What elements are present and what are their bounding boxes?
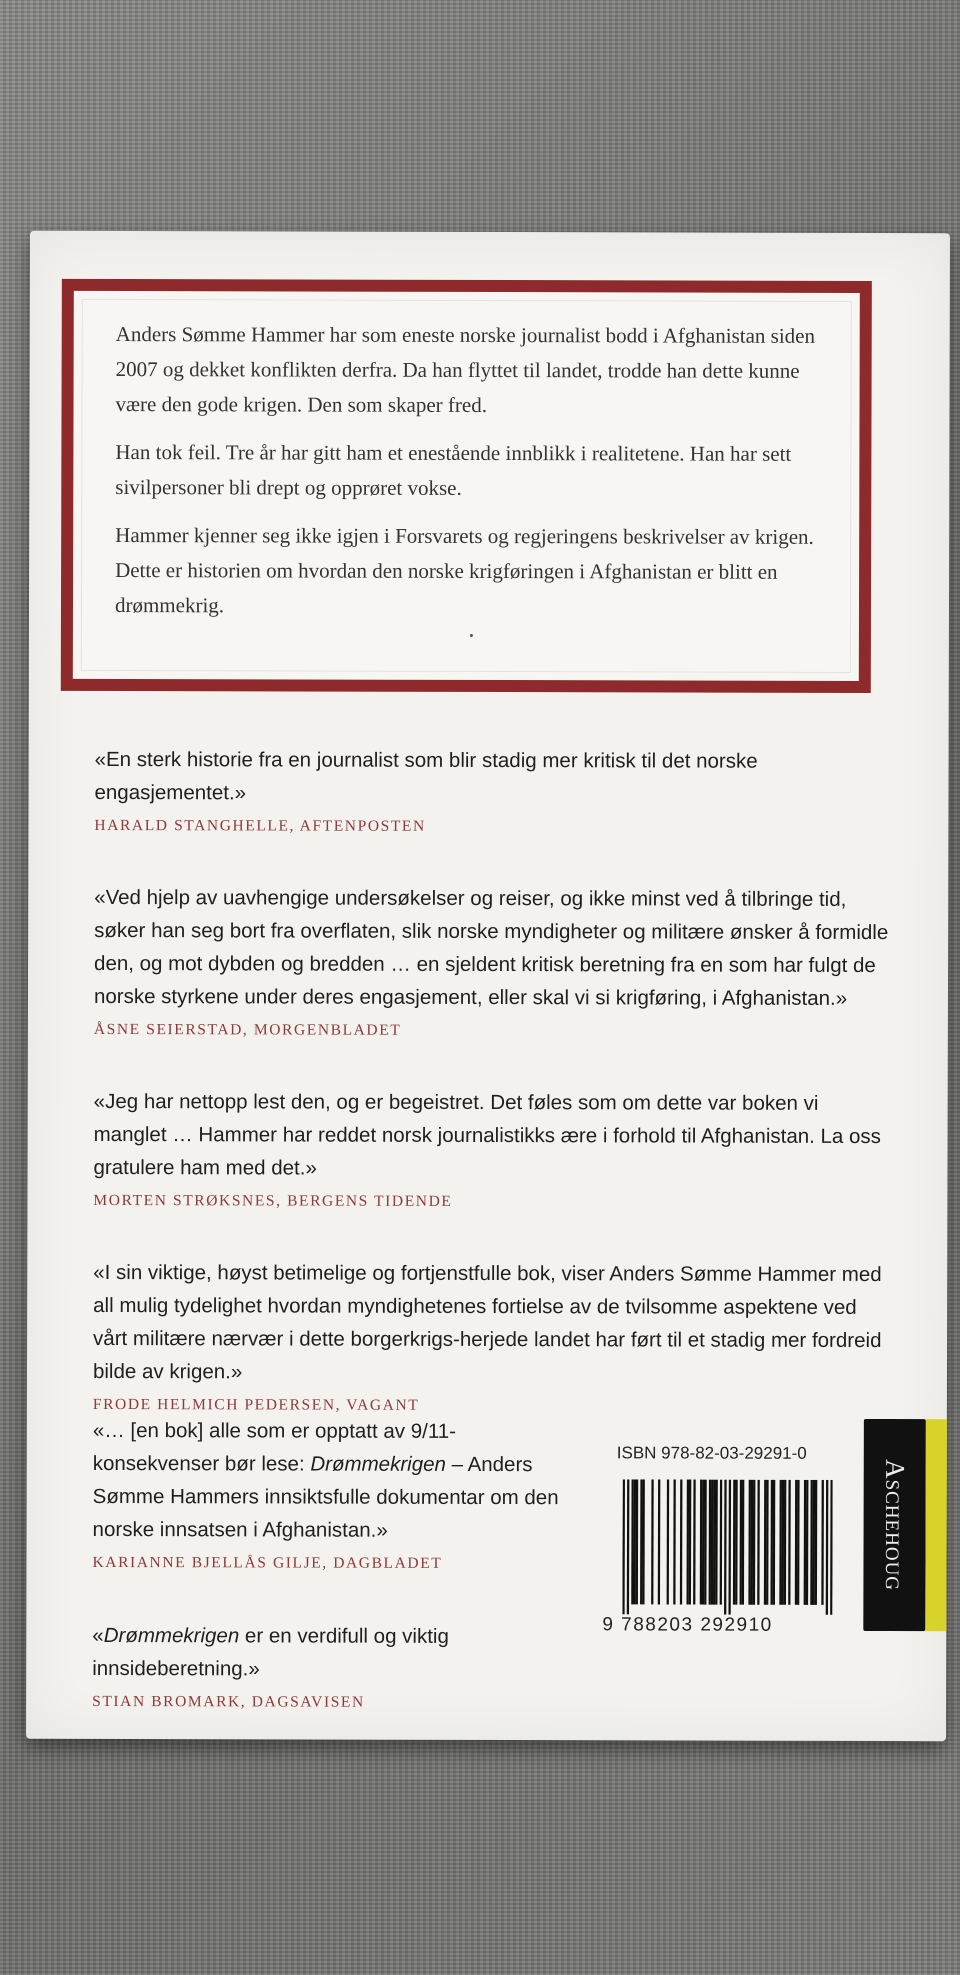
barcode-bar bbox=[640, 1479, 643, 1604]
barcode-bar bbox=[782, 1480, 785, 1605]
barcode-bar bbox=[711, 1480, 714, 1605]
blurb-paragraph-3: Hammer kjenner seg ikke igjen i Forsvarets og regjeringens beskrivelser av krigen. Dette er historien om hvordan den norske krigføringen i Afghanistan er blitt en drømmekrig. bbox=[114, 523, 814, 618]
barcode-bar bbox=[806, 1480, 809, 1605]
review-quote bbox=[93, 1256, 893, 1416]
barcode-bar bbox=[770, 1480, 773, 1605]
barcode-bar bbox=[821, 1480, 824, 1605]
barcode-bar bbox=[742, 1480, 745, 1605]
quote-text: «En sterk historie fra en journalist som blir stadig mer kritisk til det norske engasjementet.» bbox=[94, 747, 758, 805]
barcode-bar bbox=[764, 1480, 767, 1605]
quote-source: STIAN BROMARK, DAGSAVISEN bbox=[92, 1692, 365, 1711]
blurb-paragraph-2: Han tok feil. Tre år har gitt ham et enestående innblikk i realitetene. Han har sett sivilpersoner bli drept og opprøret vokse. bbox=[115, 440, 792, 500]
barcode-bar bbox=[680, 1480, 683, 1605]
barcode-digits: 9 788203 292910 bbox=[602, 1614, 773, 1636]
barcode-bar bbox=[658, 1479, 661, 1604]
barcode-bar bbox=[757, 1480, 760, 1605]
barcode-bar bbox=[830, 1480, 833, 1615]
book-title-italic: Drømmekrigen bbox=[310, 1452, 446, 1476]
quote-open: « bbox=[92, 1623, 104, 1647]
print-speck bbox=[470, 634, 473, 637]
barcode-bar bbox=[636, 1479, 639, 1604]
barcode-bar bbox=[720, 1480, 723, 1605]
barcode-bar bbox=[728, 1480, 731, 1615]
publisher-name: Aschehoug bbox=[879, 1459, 911, 1592]
barcode-bar bbox=[812, 1480, 815, 1605]
barcode-bar bbox=[724, 1480, 727, 1615]
barcode-bar bbox=[788, 1480, 791, 1605]
barcode-bar bbox=[753, 1480, 756, 1605]
barcode-bar bbox=[627, 1479, 630, 1614]
barcode-bar bbox=[784, 1480, 787, 1605]
barcode-bar bbox=[735, 1480, 738, 1605]
barcode-bar bbox=[740, 1480, 743, 1605]
quote-source: HARALD STANGHELLE, AFTENPOSTEN bbox=[94, 816, 426, 835]
barcode-bar bbox=[826, 1480, 829, 1615]
barcode-bar bbox=[693, 1480, 696, 1605]
barcode-bar bbox=[795, 1480, 798, 1605]
barcode-bar bbox=[779, 1480, 782, 1605]
review-quotes bbox=[93, 743, 895, 1462]
quote-source: ÅSNE SEIERSTAD, MORGENBLADET bbox=[93, 1020, 402, 1039]
quote-text bbox=[92, 1619, 572, 1686]
book-back-cover bbox=[26, 231, 950, 1741]
book-title-italic: Drømmekrigen bbox=[103, 1623, 240, 1648]
barcode-bar bbox=[733, 1480, 736, 1605]
blurb-paragraph-1: Anders Sømme Hammer har som eneste norske journalist bodd i Afghanistan siden 2007 og dekket konflikten derfra. Da han flyttet til landet, trodde han dette kunne være den gode krigen. Den som skaper fred. bbox=[115, 322, 816, 417]
barcode-bar bbox=[804, 1480, 807, 1605]
barcode-bar bbox=[689, 1480, 692, 1605]
quote-text: «I sin viktige, høyst betimelige og fortjenstfulle bok, viser Anders Sømme Hammer med all mulig tydelighet hvordan myndighetenes fortielse av de tvilsomme aspektene ved vårt militære nærvær i dette borgerkrigs-herjede landet har ført til et stadig mer fordreid bilde av krigen.» bbox=[92, 1260, 882, 1384]
barcode-bar bbox=[631, 1479, 634, 1604]
review-quote bbox=[94, 743, 894, 837]
barcode-bar bbox=[633, 1479, 636, 1604]
barcode-bar bbox=[715, 1480, 718, 1605]
barcode-bar bbox=[704, 1480, 707, 1605]
quote-rest: er en verdifull og viktig innsideberetning.» bbox=[92, 1624, 449, 1681]
quote-text: «Jeg har nettopp lest den, og er begeistret. Det føles som om dette var boken vi manglet … Hammer har reddet norsk journalistikks ære i forhold til Afghanistan. La oss gratulere ham med det.» bbox=[93, 1089, 881, 1180]
barcode-bar bbox=[797, 1480, 800, 1605]
barcode-bar bbox=[810, 1480, 813, 1605]
review-quote bbox=[94, 881, 894, 1041]
review-quote-stian bbox=[92, 1619, 572, 1712]
blurb-frame bbox=[61, 279, 872, 693]
barcode-bar bbox=[622, 1479, 625, 1614]
barcode-bar bbox=[651, 1479, 654, 1604]
quote-text-part2: – Anders Sømme Hammers innsiktsfulle dokumentar om den norske innsatsen i Afghanistan.» bbox=[92, 1452, 559, 1542]
barcode-bar bbox=[815, 1480, 818, 1605]
barcode-bar bbox=[709, 1480, 712, 1605]
isbn-label: ISBN 978-82-03-29291-0 bbox=[616, 1443, 807, 1463]
quote-text: «Ved hjelp av uavhengige undersøkelser og reiser, og ikke minst ved å tilbringe tid, søker han seg bort fra overflaten, slik norske myndigheter og militære ønsker å formidle den, og mot dybden og bredden … en sjeldent kritisk beretning fra en som har fulgt de norske styrkene under deres engasjement, eller skal vi si krigføring, i Afghanistan.» bbox=[93, 885, 889, 1010]
barcode-bar bbox=[642, 1479, 645, 1604]
quote-text-part1: «… [en bok] alle som er opptatt av 9/11-konsekvenser bør lese: bbox=[92, 1418, 456, 1476]
review-quote bbox=[93, 1085, 893, 1212]
review-quote-karianne bbox=[92, 1414, 572, 1573]
blurb-text bbox=[115, 317, 846, 638]
barcode-bar bbox=[667, 1479, 670, 1604]
quote-source: FRODE HELMICH PEDERSEN, VAGANT bbox=[92, 1395, 420, 1414]
barcode-bar bbox=[766, 1480, 769, 1605]
barcode-bar bbox=[751, 1480, 754, 1605]
publisher-logo bbox=[863, 1419, 926, 1631]
barcode-bar bbox=[713, 1480, 716, 1605]
spine-color-strip bbox=[925, 1419, 947, 1631]
barcode-bar bbox=[773, 1480, 776, 1605]
quote-source: KARIANNE BJELLÅS GILJE, DAGBLADET bbox=[92, 1553, 443, 1572]
barcode-bar bbox=[686, 1480, 689, 1605]
barcode-bar bbox=[748, 1480, 751, 1605]
barcode-bar bbox=[673, 1479, 676, 1604]
barcode-bar bbox=[702, 1480, 705, 1605]
barcode bbox=[622, 1479, 832, 1615]
barcode-bar bbox=[700, 1480, 703, 1605]
quote-text bbox=[93, 1414, 573, 1547]
quote-source: MORTEN STRØKSNES, BERGENS TIDENDE bbox=[93, 1191, 453, 1210]
